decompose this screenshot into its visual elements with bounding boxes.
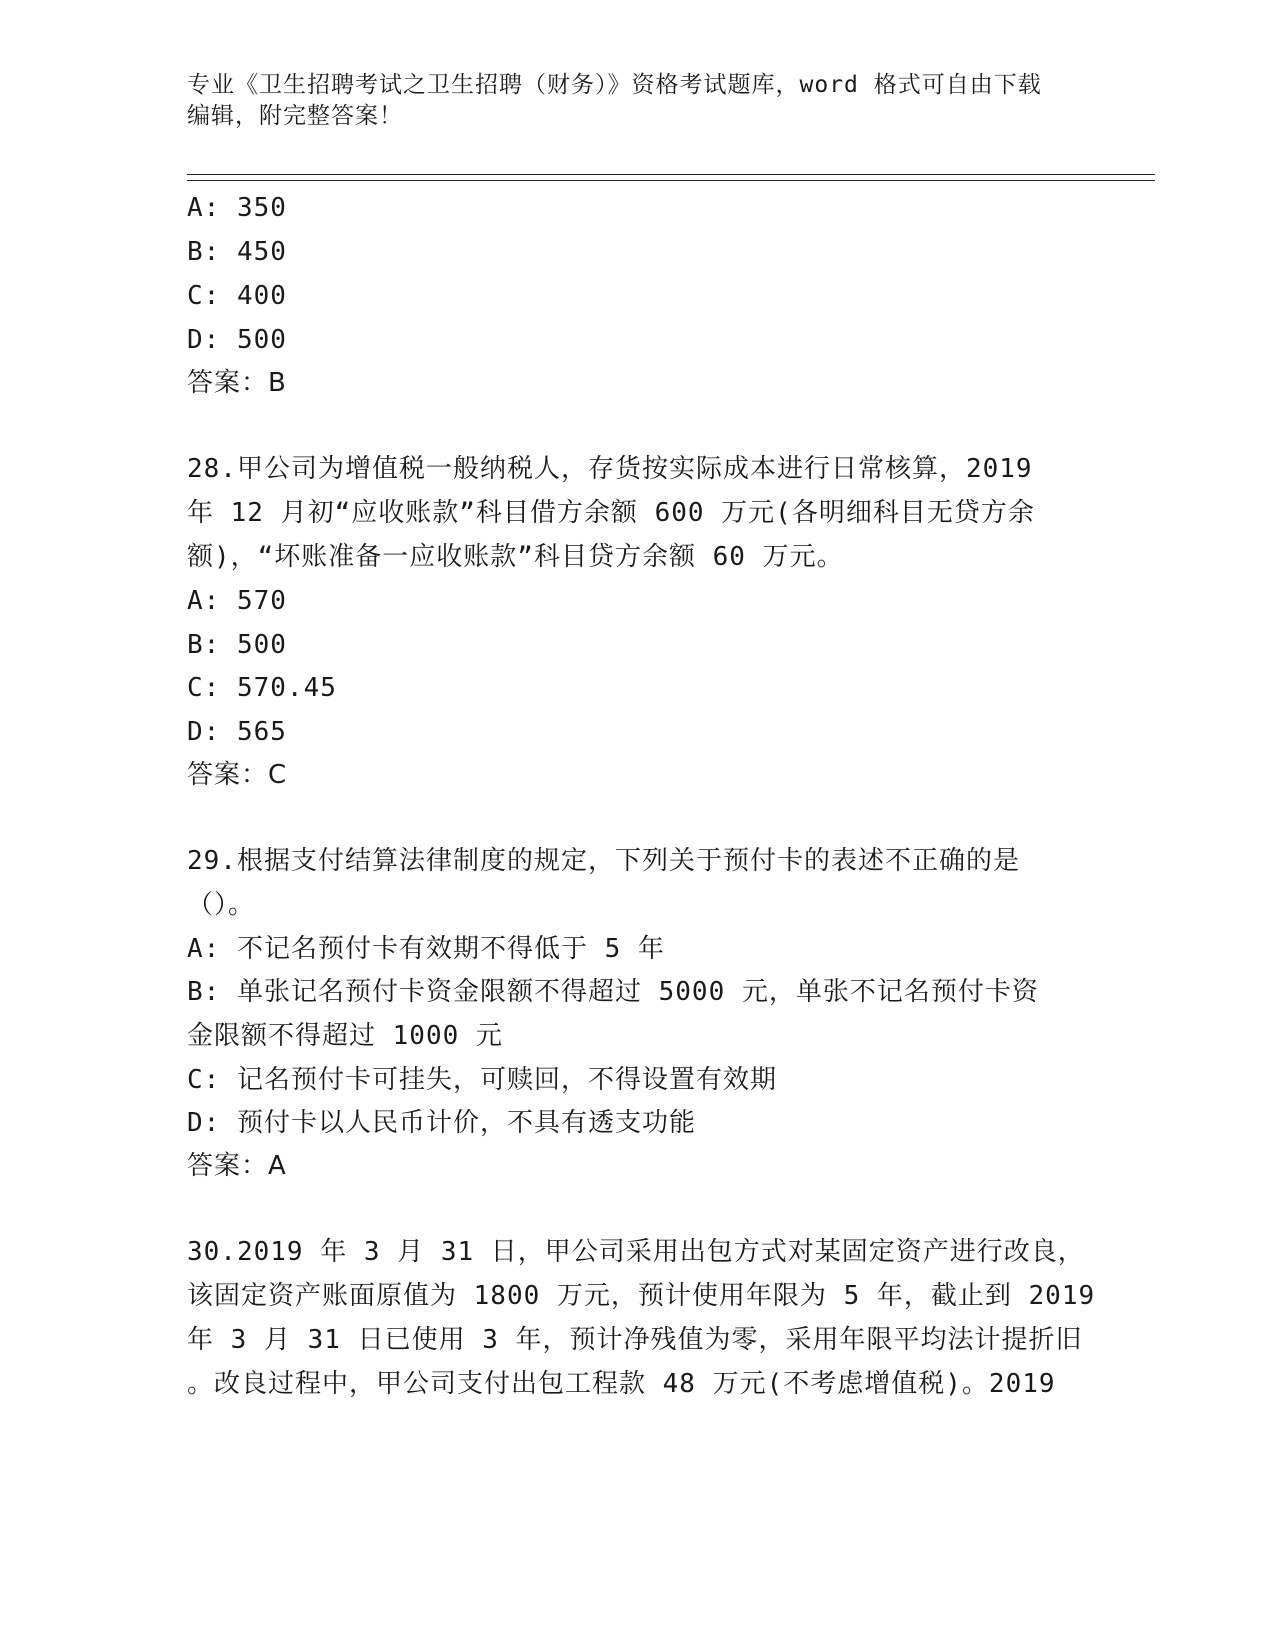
q29-answer: 答案：A [187, 1151, 287, 1181]
q29-stem-line-2: （）。 [187, 890, 256, 920]
q30-stem-line-3: 年 3 月 31 日已使用 3 年，预计净残值为零，采用年限平均法计提折旧 [187, 1325, 1083, 1355]
q27-answer: 答案：B [187, 368, 287, 398]
q29-option-a: A: 不记名预付卡有效期不得低于 5 年 [187, 934, 665, 964]
q28-stem-line-3: 额)，“坏账准备一应收账款”科目贷方余额 60 万元。 [187, 542, 844, 572]
q30-stem-line-1: 30.2019 年 3 月 31 日，甲公司采用出包方式对某固定资产进行改良， [187, 1237, 1085, 1267]
q30-stem-line-4: 。改良过程中，甲公司支付出包工程款 48 万元(不考虑增值税)。2019 [187, 1369, 1056, 1399]
q27-option-d: D: 500 [187, 325, 287, 355]
q27-option-c: C: 400 [187, 281, 287, 311]
document-header [187, 70, 1067, 132]
q27-option-a: A: 350 [187, 193, 287, 223]
header-line-1: 专业《卫生招聘考试之卫生招聘（财务）》资格考试题库，word 格式可自由下载 [187, 72, 1042, 98]
q28-stem-line-2: 年 12 月初“应收账款”科目借方余额 600 万元(各明细科目无贷方余 [187, 498, 1035, 528]
q28-option-c: C: 570.45 [187, 673, 337, 703]
q28-answer: 答案：C [187, 760, 288, 790]
q29-option-c: C: 记名预付卡可挂失，可赎回，不得设置有效期 [187, 1065, 777, 1095]
q30-stem-line-2: 该固定资产账面原值为 1800 万元，预计使用年限为 5 年，截止到 2019 [187, 1281, 1096, 1311]
q29-option-b-continued: 金限额不得超过 1000 元 [187, 1021, 503, 1051]
q28-option-d: D: 565 [187, 717, 287, 747]
q28-option-b: B: 500 [187, 630, 287, 660]
q27-option-b: B: 450 [187, 237, 287, 267]
q29-stem-line-1: 29.根据支付结算法律制度的规定，下列关于预付卡的表述不正确的是 [187, 846, 1020, 876]
header-divider-top [187, 174, 1155, 175]
q29-option-d: D: 预付卡以人民币计价，不具有透支功能 [187, 1108, 696, 1138]
header-divider-bottom [187, 180, 1155, 181]
header-line-2: 编辑，附完整答案！ [187, 103, 403, 129]
q28-option-a: A: 570 [187, 586, 287, 616]
q29-option-b: B: 单张记名预付卡资金限额不得超过 5000 元，单张不记名预付卡资 [187, 977, 1039, 1007]
q28-stem-line-1: 28.甲公司为增值税一般纳税人，存货按实际成本进行日常核算，2019 [187, 454, 1033, 484]
